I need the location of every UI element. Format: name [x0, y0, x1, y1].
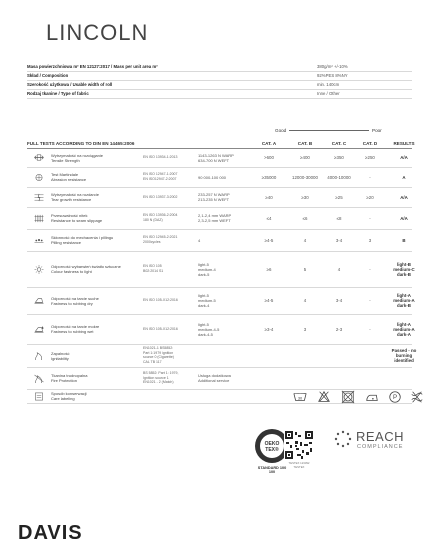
test-result: Usługa dodatkowa Additional service: [198, 373, 231, 383]
spec-label: Skład / Composition: [27, 73, 69, 78]
test-result: light-5 medium-4 dark-5: [198, 261, 216, 277]
test-name: Sposób konserwacji Care labeling: [51, 391, 87, 401]
reach-dots-icon: [334, 430, 352, 448]
cat-b-value: 5: [303, 266, 307, 272]
cat-b-value: 3: [303, 326, 307, 332]
spec-label: Szerokość użytkowa / Usable width of roll: [27, 82, 113, 87]
no-tumble-dry-icon: [341, 390, 355, 404]
test-name: Wytrzymałość na rozdarcie Tear growth resistance: [51, 192, 99, 202]
cat-b-header: CAT. B: [297, 141, 313, 146]
spec-value: 380g/m² +/-10%: [317, 64, 348, 69]
poor-label: Poor: [372, 128, 382, 133]
cat-d-value: -: [369, 266, 371, 272]
care-label-icon: [33, 392, 45, 401]
test-row: [27, 148, 412, 168]
cat-a-header: CAT. A: [261, 141, 277, 146]
wash-30-icon: [293, 390, 307, 404]
page-title: LINCOLN: [46, 20, 149, 45]
test-name: Przesuwalność nitek Resistance to seam slippage: [51, 213, 103, 223]
good-label: Good: [275, 128, 287, 133]
abrasion-icon: [33, 173, 45, 182]
cat-d-value: 3: [368, 237, 372, 243]
test-rating: A: [402, 174, 406, 180]
test-result: 4: [198, 237, 201, 243]
test-row: [27, 207, 412, 230]
cat-c-value: 4: [337, 266, 341, 272]
test-name: Zapalność Ignitability: [51, 350, 70, 361]
spec-value: 92%PES 8%NY: [317, 73, 348, 78]
cat-b-value: 4: [303, 298, 307, 303]
test-standard: EN1021-1 BS5852: Part 1:1979 ignition source 0 (Cigarette) CAL TB 117: [143, 346, 174, 365]
test-standard: BS 5852: Part 1: 1979, Ignition source 1 EN1021 - 2 (Match): [143, 371, 179, 385]
test-standard: EN ISO 13934-1:2013: [143, 155, 178, 160]
cat-c-value: 3-4: [335, 298, 343, 303]
tensile-strength-icon: [33, 153, 45, 162]
test-name: Tkanina trudnopalna Fire Protection: [51, 373, 88, 383]
light-fastness-icon: [33, 265, 45, 274]
test-row: [27, 229, 412, 252]
cat-c-header: CAT. C: [331, 141, 347, 146]
full-tests-heading: FULL TESTS ACCORDING TO DIN EN 14465:2006: [27, 141, 135, 146]
spec-label: Masa powierzchniowa m² EN 12127:2017 / Mass per unit area m²: [27, 64, 158, 69]
test-rating: light-B medium-C dark-B: [393, 261, 415, 277]
dry-clean-p-icon: [388, 390, 402, 404]
cat-d-value: -: [369, 298, 371, 303]
test-row: [27, 251, 415, 288]
oeko-inst: TESTEX: [293, 465, 305, 469]
cat-b-value: 4: [303, 237, 307, 243]
cat-a-value: ≥4-5: [264, 298, 274, 303]
cat-c-value: 4000-10000: [327, 174, 351, 180]
oeko-code: TESTEX 123392: [288, 461, 310, 465]
cat-b-value: ≤6: [302, 215, 308, 221]
test-name: Test Martindale Abrasion resistance: [51, 172, 87, 182]
seam-slippage-icon: [33, 214, 45, 223]
test-row: [27, 167, 412, 188]
test-rating: Passed - no burning identified: [391, 348, 417, 363]
no-wring-icon: [410, 390, 424, 404]
test-standard: EN ISO 12947-1:2007 EN ISO12947-2:2007: [143, 172, 178, 181]
test-row: [27, 344, 417, 368]
iron-low-icon: [365, 390, 379, 404]
test-standard: EN ISO 105 B02:2014 S1: [143, 264, 164, 273]
fire-protection-icon: [33, 374, 45, 383]
test-rating: A/A: [400, 215, 408, 221]
test-row: [27, 187, 412, 208]
test-rating: A/A: [400, 194, 408, 200]
cat-c-value: 3-4: [335, 237, 343, 243]
test-standard: EN ISO 105-X12:2016: [143, 298, 178, 303]
test-result: 90 000-100 000: [198, 174, 227, 180]
cat-a-value: ≥40: [265, 194, 273, 200]
test-result: 2,1-2,4 mm WARP 2,3-2,5 mm WEFT: [198, 213, 232, 223]
test-standard: EN ISO 105-X12:2016: [143, 326, 178, 331]
oeko-standard: STANDARD 100: [257, 466, 287, 470]
test-name: Odporność na tarcie mokre Fastness to rubbing wet: [51, 324, 100, 334]
no-bleach-icon: [317, 390, 331, 404]
svg-text:30: 30: [297, 395, 303, 401]
svg-text:P: P: [392, 394, 398, 402]
cat-a-value: ≤4: [266, 215, 272, 221]
test-name: Odporność na tarcie suche Fastness to rubbing dry: [51, 295, 99, 306]
test-rating: light-A medium-A dark-B: [393, 293, 415, 308]
cat-d-header: CAT. D: [362, 141, 378, 146]
test-rating: light-A medium-A dark-A: [393, 321, 415, 337]
test-name: Odporność wybarwień światło sztuczne Colour fastness to light: [51, 264, 121, 274]
cat-a-value: ≥3-4: [264, 326, 274, 332]
qr-code-icon: [284, 430, 314, 460]
cat-a-value: >600: [264, 155, 274, 160]
test-standard: EN ISO 13936-2:2004 180 N (DAZ): [143, 213, 178, 222]
test-rating: A/A: [400, 155, 408, 160]
test-name: Skłonność do mechacenia i pillingu Pilling resistance: [51, 235, 114, 245]
cat-d-value: -: [369, 174, 371, 180]
wet-rubbing-icon: [33, 325, 45, 334]
reach-compliance-badge: [334, 428, 414, 458]
spec-row: [27, 89, 412, 99]
cat-a-value: ≥35000: [261, 174, 277, 180]
cat-c-value: ≤8: [336, 215, 342, 221]
good-poor-arrow: [289, 130, 369, 131]
cat-c-value: 2-3: [335, 326, 343, 332]
test-name: Wytrzymałość na rozciąganie Tensile Strength: [51, 152, 103, 163]
cat-b-value: ≥30: [301, 194, 309, 200]
test-result: 233-257 N WARP 213-235 N WEFT: [198, 192, 230, 202]
cat-d-value: -: [369, 326, 371, 332]
reach-subtitle: COMPLIANCE: [357, 444, 404, 450]
test-result: light-5 medium-5 dark-4: [198, 293, 216, 308]
cat-a-value: ≥4-5: [264, 237, 274, 243]
cat-d-value: -: [369, 215, 371, 221]
cat-d-value: ≥20: [366, 194, 374, 200]
spec-value: Inne / Other: [317, 91, 340, 96]
table-header: [27, 128, 415, 149]
cat-d-value: ≥250: [365, 155, 375, 160]
test-row: [27, 367, 412, 390]
tear-growth-icon: [33, 193, 45, 202]
oeko-standard-num: 100: [268, 470, 276, 474]
test-rating: B: [402, 237, 406, 243]
brand-logo: DAVIS: [18, 522, 83, 544]
cat-b-value: ≥400: [300, 155, 310, 160]
cat-c-value: ≥350: [334, 155, 344, 160]
results-header: RESULTS: [393, 141, 415, 146]
dry-rubbing-icon: [33, 296, 45, 305]
cat-b-value: 12000-30000: [292, 174, 318, 180]
test-row: [27, 287, 415, 315]
test-standard: EN ISO 13937-3:2002: [143, 194, 178, 199]
test-row: [27, 314, 415, 345]
cat-c-value: ≥25: [335, 194, 343, 200]
spec-label: Rodzaj tkanine / Type of fabric: [27, 91, 89, 96]
cat-a-value: ≥6: [266, 266, 272, 272]
pilling-icon: [33, 236, 45, 245]
reach-title: REACH: [356, 429, 405, 444]
svg-text:OEKO: OEKO: [264, 441, 280, 447]
svg-text:TEX®: TEX®: [265, 447, 279, 453]
ignitability-icon: [33, 351, 45, 360]
test-result: light-5 medium-4-5 dark-4-5: [198, 321, 220, 337]
spec-value: min. 140cm: [317, 82, 340, 87]
test-result: 1143-1263 N WARP 634-700 N WEFT: [198, 152, 234, 163]
test-standard: EN ISO 12945-2:2021 2000cycles: [143, 235, 178, 244]
